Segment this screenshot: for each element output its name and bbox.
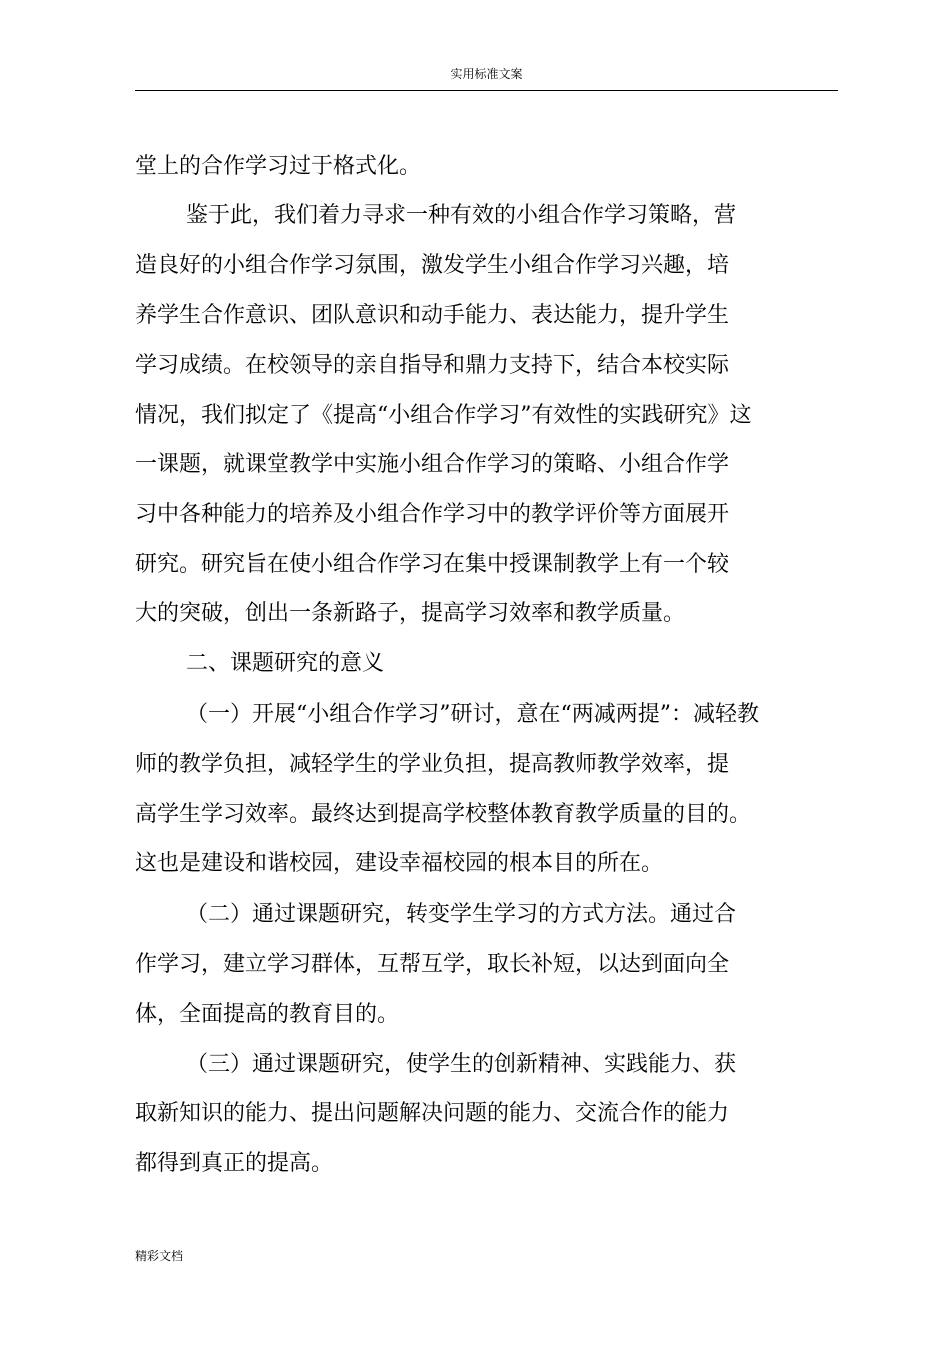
body-line: 养学生合作意识、团队意识和动手能力、表达能力，提升学生 — [135, 303, 730, 328]
body-line: 情况，我们拟定了《提高“小组合作学习”有效性的实践研究》这 — [135, 403, 752, 428]
body-line: 大的突破，创出一条新路子，提高学习效率和教学质量。 — [135, 601, 686, 626]
body-line: （二）通过课题研究，转变学生学习的方式方法。通过合 — [186, 902, 737, 927]
body-line: （三）通过课题研究，使学生的创新精神、实践能力、获 — [186, 1052, 737, 1077]
body-line: 高学生学习效率。最终达到提高学校整体教育教学质量的目的。 — [135, 802, 752, 827]
body-line: 师的教学负担，减轻学生的学业负担，提高教师教学效率，提 — [135, 752, 730, 777]
body-line: 鉴于此，我们着力寻求一种有效的小组合作学习策略，营 — [186, 203, 737, 228]
body-line: 体，全面提高的教育目的。 — [135, 1002, 400, 1027]
page-header: 实用标准文案 — [450, 67, 523, 81]
body-line: 一课题，就课堂教学中实施小组合作学习的策略、小组合作学 — [135, 452, 730, 477]
body-line: 取新知识的能力、提出问题解决问题的能力、交流合作的能力 — [135, 1101, 730, 1126]
body-line: 习中各种能力的培养及小组合作学习中的教学评价等方面展开 — [135, 502, 730, 527]
body-line: 学习成绩。在校领导的亲自指导和鼎力支持下，结合本校实际 — [135, 353, 730, 378]
body-line: 这也是建设和谐校园，建设幸福校园的根本目的所在。 — [135, 851, 664, 876]
body-line: （一）开展“小组合作学习”研讨，意在“两减两提”：减轻教 — [186, 702, 759, 727]
body-line: 都得到真正的提高。 — [135, 1151, 334, 1176]
body-line: 研究。研究旨在使小组合作学习在集中授课制教学上有一个较 — [135, 552, 730, 577]
body-line: 作学习，建立学习群体，互帮互学，取长补短，以达到面向全 — [135, 952, 730, 977]
section-heading: 二、课题研究的意义 — [186, 651, 385, 676]
body-line: 堂上的合作学习过于格式化。 — [135, 154, 422, 179]
page-footer: 精彩文档 — [135, 1249, 184, 1263]
body-line: 造良好的小组合作学习氛围，激发学生小组合作学习兴趣，培 — [135, 253, 730, 278]
header-rule — [135, 90, 838, 91]
